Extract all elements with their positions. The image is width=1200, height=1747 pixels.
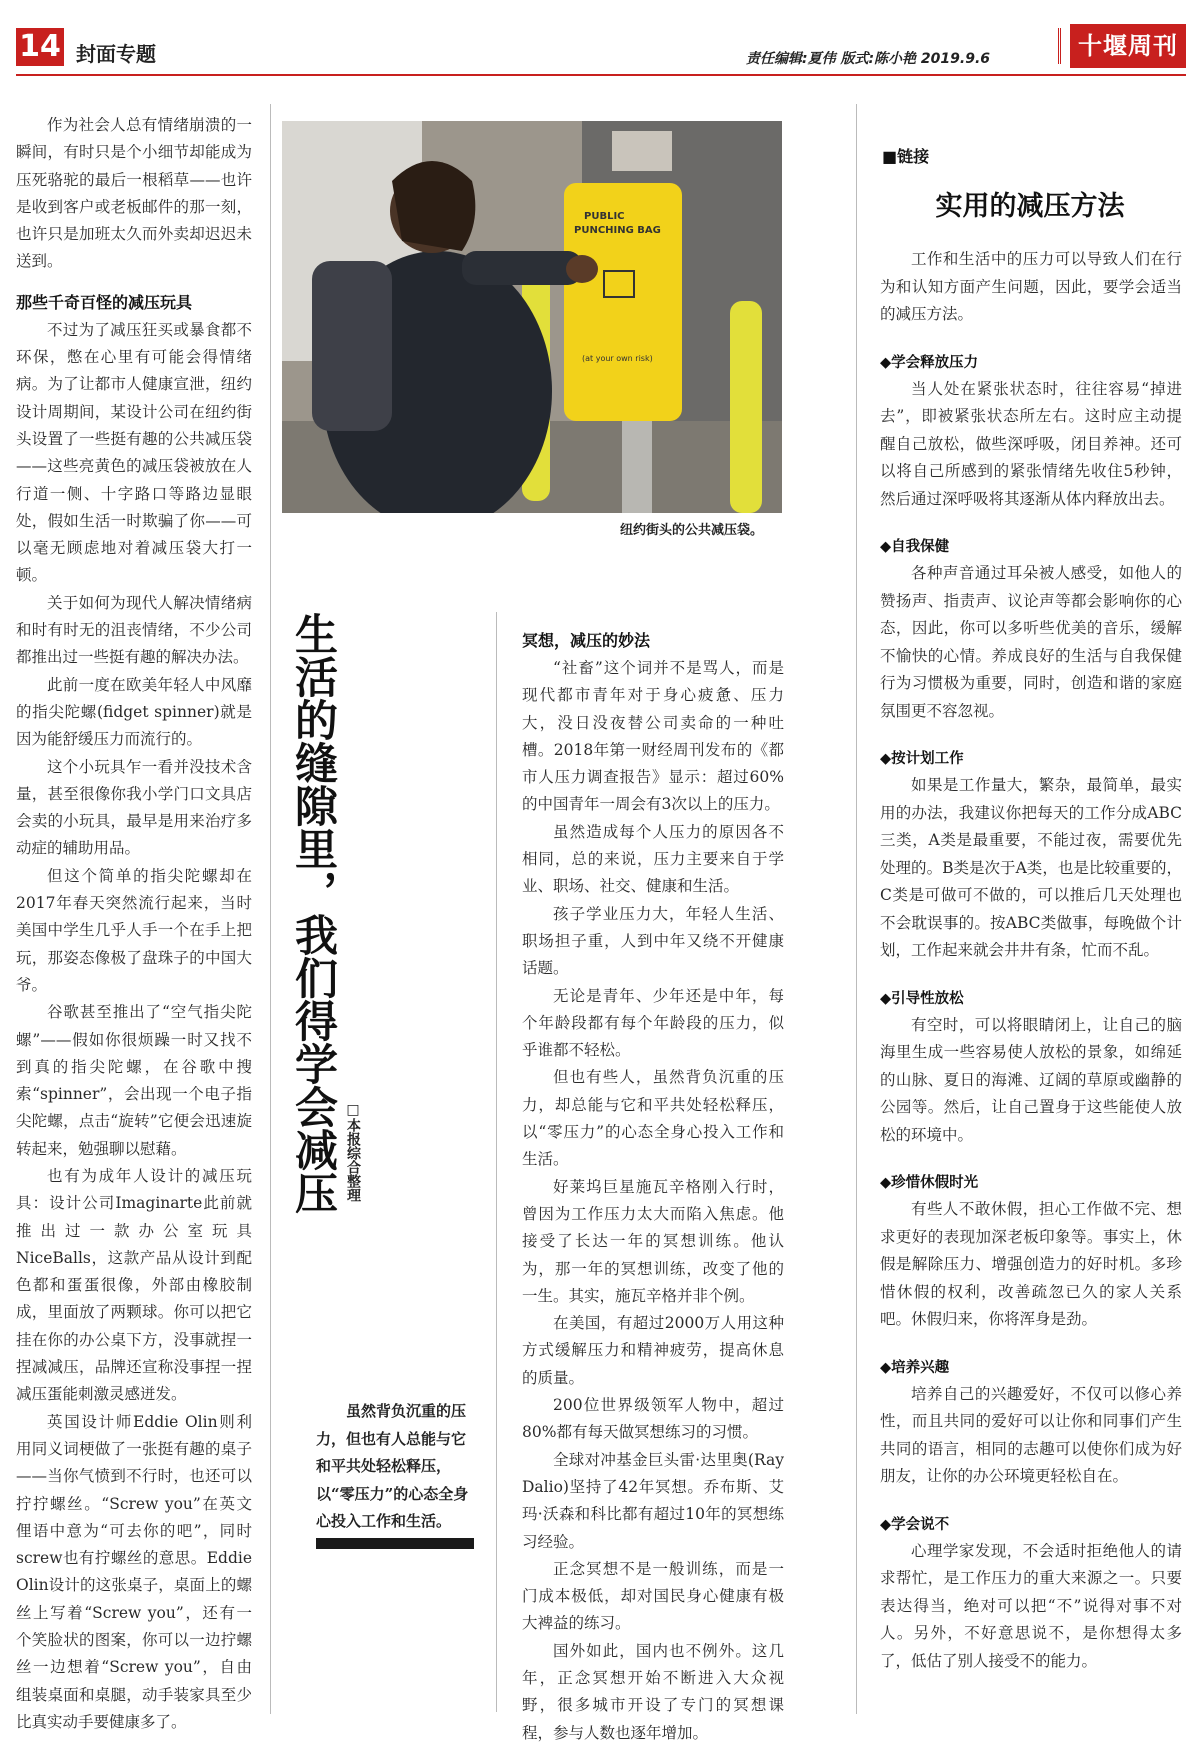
feature-title: 生活的缝隙里，我们得学会减压 bbox=[288, 612, 338, 1214]
publication-logo: 十堰周刊 bbox=[1070, 24, 1186, 68]
paragraph: 谷歌甚至推出了“空气指尖陀螺”——假如你很烦躁一时又找不到真的指尖陀螺，在谷歌中搜索“spinner”，会出现一个电子指尖陀螺，点击“旋转”它便会迅速旋转起来，勉强聊以慰藉。 bbox=[16, 1003, 252, 1158]
paragraph: 国外如此，国内也不例外。这几年，正念冥想开始不断进入大众视野，很多城市开设了专门的冥想课程，参与人数也逐年增加。 bbox=[522, 1641, 784, 1742]
subheading: 冥想，减压的妙法 bbox=[522, 631, 651, 650]
section-title: 封面专题 bbox=[76, 42, 156, 66]
subheading: 那些千奇百怪的减压玩具 bbox=[16, 292, 193, 312]
paragraph: 英国设计师Eddie Olin则利用同义词梗做了一张挺有趣的桌子——当你气愤到不行时，也还可以拧拧螺丝。“Screw you”在英文俚语中意为“可去你的吧”，同时screw也有拧螺丝的意思。Eddie Olin设计的这张桌子，桌面上的螺丝上写着“Screw you”，还有一个笑脸状的图案，你可以一边拧螺丝一边想着“Screw you”，自由组装桌面和桌腿，动手装家具至少比真实动手要健康多了。 bbox=[16, 1412, 252, 1731]
tip-heading: ◆自我保健 bbox=[880, 539, 950, 555]
bag-text: PUBLIC bbox=[584, 211, 625, 222]
column-left bbox=[16, 112, 252, 1736]
pull-quote-bar bbox=[316, 1538, 474, 1549]
tip-heading: ◆按计划工作 bbox=[880, 751, 964, 767]
logo-mark-icon bbox=[1058, 28, 1069, 64]
paragraph: 但这个简单的指尖陀螺却在2017年春天突然流行起来，当时美国中学生几乎人手一个在手上把玩，那姿态像极了盘珠子的中国大爷。 bbox=[16, 866, 252, 994]
paragraph: 200位世界级领军人物中，超过80%都有每天做冥想练习的习惯。 bbox=[522, 1396, 784, 1442]
column-middle bbox=[522, 628, 784, 1747]
tip-text: 当人处在紧张状态时，往往容易“掉进去”，即被紧张状态所左右。这时应主动提醒自己放松，做些深呼吸，闭目养神。还可以将自己所感到的紧张情绪先收住5秒钟，然后通过深呼吸将其逐渐从体内释放出去。 bbox=[880, 379, 1182, 508]
paragraph: 不过为了减压狂买或暴食都不环保，憋在心里有可能会得情绪病。为了让都市人健康宣泄，纽约设计周期间，某设计公司在纽约街头设置了一些挺有趣的公共减压袋——这些亮黄色的减压袋被放在人行道一侧、十字路口等路边显眼处，假如生活一时欺骗了你——可以毫无顾虑地对着减压袋大打一顿。 bbox=[16, 320, 252, 585]
paragraph: 但也有些人，虽然背负沉重的压力，却总能与它和平共处轻松释压，以“零压力”的心态全身心投入工作和生活。 bbox=[522, 1068, 784, 1169]
paragraph: 此前一度在欧美年轻人中风靡的指尖陀螺(fidget spinner)就是因为能舒缓压力而流行的。 bbox=[16, 675, 252, 749]
sidebar-title: 实用的减压方法 bbox=[935, 191, 1125, 222]
column-divider bbox=[270, 104, 271, 1714]
sidebar-label: ■链接 bbox=[882, 147, 930, 166]
tip-heading: ◆引导性放松 bbox=[880, 990, 964, 1007]
paragraph: 全球对冲基金巨头雷·达里奥(Ray Dalio)坚持了42年冥想。乔布斯、艾玛·沃森和科比都有超过10年的冥想练习经验。 bbox=[522, 1450, 784, 1551]
tip-text: 各种声音通过耳朵被人感受，如他人的赞扬声、指责声、议论声等都会影响你的心态，因此，你可以多听些优美的音乐，缓解不愉快的心情。养成良好的生活与自我保健行为习惯极为重要，同时，创造和谐的家庭氛围更不容忽视。 bbox=[880, 564, 1182, 720]
byline: □本报综合整理 bbox=[345, 1102, 361, 1202]
header-rule bbox=[16, 74, 1186, 76]
pull-quote: 虽然背负沉重的压力，但也有人总能与它和平共处轻松释压，以“零压力”的心态全身心投入工作和生活。 bbox=[316, 1402, 469, 1530]
page-number: 14 bbox=[16, 28, 64, 66]
column-divider bbox=[856, 104, 857, 1714]
bag-text: PUNCHING BAG bbox=[574, 225, 661, 236]
tip-text: 培养自己的兴趣爱好，不仅可以修心养性，而且共同的爱好可以让你和同事们产生共同的语言，相同的志趣可以使你们成为好朋友，让你的办公环境更轻松自在。 bbox=[880, 1384, 1182, 1485]
photo-caption: 纽约街头的公共减压袋。 bbox=[620, 523, 764, 538]
tip-text: 有些人不敢休假，担心工作做不完、想求更好的表现加深老板印象等。事实上，休假是解除压力、增强创造力的好时机。多珍惜休假的权利，改善疏忽已久的家人关系吧。休假归来，你将浑身是劲。 bbox=[880, 1200, 1182, 1328]
paragraph: 关于如何为现代人解决情绪病和时有时无的沮丧情绪，不少公司都推出过一些挺有趣的解决办法。 bbox=[16, 593, 252, 667]
paragraph: 作为社会人总有情绪崩溃的一瞬间，有时只是个小细节却能成为压死骆驼的最后一根稻草——也许是收到客户或老板邮件的那一刻，也许只是加班太久而外卖却迟迟未送到。 bbox=[16, 116, 252, 271]
tip-heading: ◆学会说不 bbox=[880, 1516, 950, 1533]
paragraph: 无论是青年、少年还是中年，每个年龄段都有每个年龄段的压力，似乎谁都不轻松。 bbox=[522, 986, 784, 1060]
tip-heading: ◆珍惜休假时光 bbox=[880, 1175, 979, 1191]
paragraph: 正念冥想不是一般训练，而是一门成本极低，却对国民身心健康有极大裨益的练习。 bbox=[522, 1559, 784, 1633]
punching-bag-illustration bbox=[282, 121, 782, 513]
tip-heading: ◆学会释放压力 bbox=[880, 354, 979, 371]
column-divider bbox=[496, 612, 497, 1712]
paragraph: 在美国，有超过2000万人用这种方式缓解压力和精神疲劳，提高休息的质量。 bbox=[522, 1314, 784, 1387]
paragraph: 工作和生活中的压力可以导致人们在行为和认知方面产生问题，因此，要学会适当的减压方法。 bbox=[880, 250, 1182, 323]
paragraph: 这个小玩具乍一看并没技术含量，甚至很像你我小学门口文具店会卖的小玩具，最早是用来治疗多动症的辅助用品。 bbox=[16, 757, 252, 858]
tip-text: 心理学家发现，不会适时拒绝他人的请求帮忙，是工作压力的重大来源之一。只要表达得当，绝对可以把“不”说得对事不对人。另外，不好意思说不，是你想得太多了，低估了别人接受不的能力。 bbox=[880, 1541, 1182, 1670]
editor-credits: 责任编辑:夏伟 版式:陈小艳 2019.9.6 bbox=[745, 51, 990, 67]
paragraph: 好莱坞巨星施瓦辛格刚入行时，曾因为工作压力太大而陷入焦虑。他接受了长达一年的冥想训练。他认为，那一年的冥想训练，改变了他的一生。其实，施瓦辛格并非个例。 bbox=[522, 1177, 784, 1305]
paragraph: 也有为成年人设计的减压玩具：设计公司Imaginarte此前就推出过一款办公室玩具NiceBalls，这款产品从设计到配色都和蛋蛋很像，外部由橡胶制成，里面放了两颗球。你可以把它挂在你的办公桌下方，没事就捏一捏减减压，品牌还宣称没事捏一捏减压蛋能刺激灵感迸发。 bbox=[16, 1166, 252, 1404]
paragraph: 虽然造成每个人压力的原因各不相同，总的来说，压力主要来自于学业、职场、社交、健康和生活。 bbox=[522, 822, 784, 896]
paragraph: “社畜”这个词并不是骂人，而是现代都市青年对于身心疲惫、压力大，没日没夜替公司卖命的一种吐槽。2018年第一财经周刊发布的《都市人压力调查报告》显示：超过60%的中国青年一周会有3次以上的压力。 bbox=[522, 659, 784, 814]
street-photo bbox=[282, 121, 782, 513]
column-right bbox=[880, 246, 1182, 1675]
bag-text: (at your own risk) bbox=[582, 354, 653, 363]
tip-text: 如果是工作量大，繁杂，最简单，最实用的办法，我建议你把每天的工作分成ABC三类，A类是最重要，不能过夜，需要优先处理的。B类是次于A类，也是比较重要的，C类是可做可不做的，可以推后几天处理也不会耽误事的。按ABC类做事，每晚做个计划，工作起来就会井井有条，忙而不乱。 bbox=[880, 776, 1182, 959]
paragraph: 孩子学业压力大，年轻人生活、职场担子重，人到中年又绕不开健康话题。 bbox=[522, 904, 784, 978]
tip-heading: ◆培养兴趣 bbox=[880, 1359, 950, 1376]
tip-text: 有空时，可以将眼睛闭上，让自己的脑海里生成一些容易使人放松的景象，如绵延的山脉、夏日的海滩、辽阔的草原或幽静的公园等。然后，让自己置身于这些能使人放松的环境中。 bbox=[880, 1015, 1182, 1144]
